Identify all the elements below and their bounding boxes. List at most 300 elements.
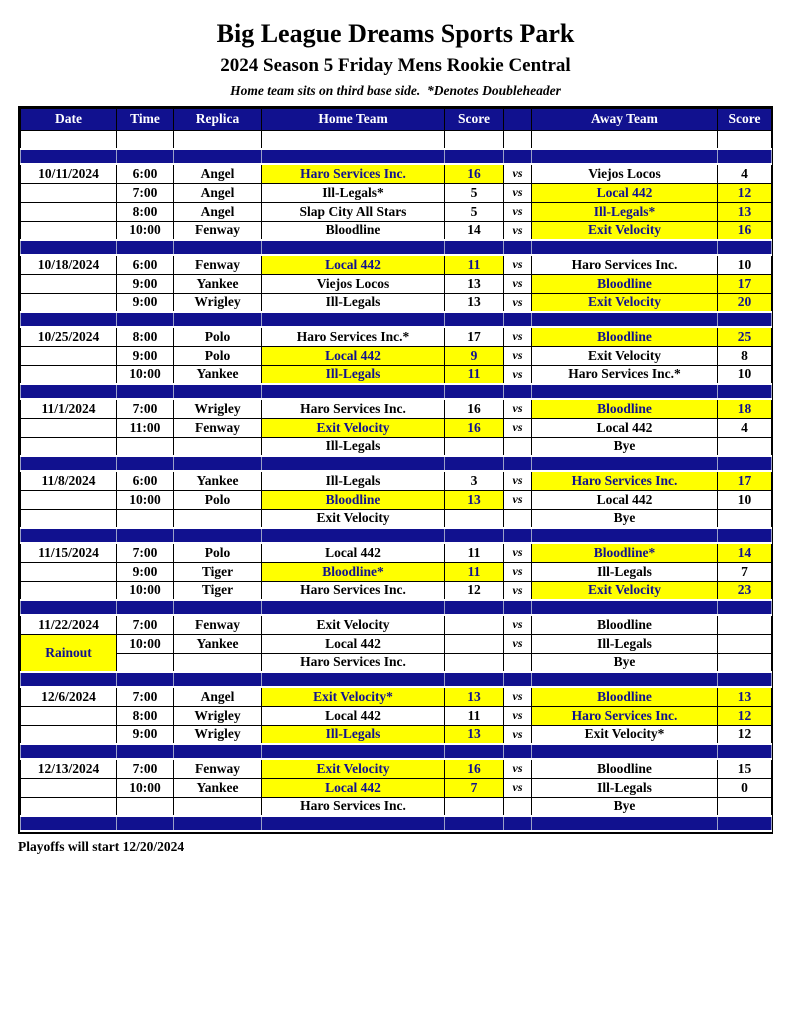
home-score-cell: 16 [445,164,504,183]
vs-cell: vs [504,327,532,346]
spacer-cell [718,312,772,327]
time-cell: 9:00 [117,725,174,744]
replica-cell: Angel [174,202,262,221]
spacer-cell [174,600,262,615]
replica-cell: Wrigley [174,399,262,418]
spacer-row [21,384,772,399]
page-subtitle: 2024 Season 5 Friday Mens Rookie Central [220,54,571,76]
spacer-row [21,528,772,543]
home-team-cell: Viejos Locos [262,274,445,293]
date-cell [21,202,117,221]
spacer-row [21,312,772,327]
game-row [21,725,772,744]
spacer-cell [718,744,772,759]
date-cell [21,221,117,240]
spacer-cell [532,240,718,255]
away-team-cell: Ill-Legals [532,778,718,797]
header-home-score: Score [445,108,504,130]
replica-cell: Fenway [174,221,262,240]
blank-cell [174,130,262,149]
time-cell: 8:00 [117,706,174,725]
home-team-cell: Ill-Legals [262,293,445,312]
game-row [21,437,772,456]
replica-cell: Yankee [174,471,262,490]
spacer-row [21,240,772,255]
date-cell [21,274,117,293]
vs-cell: vs [504,615,532,634]
spacer-cell [21,384,117,399]
replica-cell [174,797,262,816]
away-score-cell: 12 [718,183,772,202]
game-row [21,293,772,312]
replica-cell [174,653,262,672]
spacer-cell [174,149,262,164]
away-score-cell [718,634,772,653]
away-team-cell: Bloodline [532,687,718,706]
home-team-cell: Local 442 [262,634,445,653]
home-score-cell: 7 [445,778,504,797]
game-row [21,543,772,562]
spacer-cell [445,456,504,471]
away-score-cell: 4 [718,164,772,183]
home-score-cell: 13 [445,293,504,312]
vs-cell [504,509,532,528]
away-team-cell: Viejos Locos [532,164,718,183]
date-cell: 10/11/2024 [21,164,117,183]
away-score-cell: 10 [718,490,772,509]
spacer-cell [117,456,174,471]
home-team-cell: Exit Velocity [262,418,445,437]
header-home-team: Home Team [262,108,445,130]
home-score-cell: 13 [445,490,504,509]
away-team-cell: Bloodline* [532,543,718,562]
home-score-cell: 5 [445,183,504,202]
replica-cell: Fenway [174,255,262,274]
time-cell: 7:00 [117,399,174,418]
spacer-cell [262,672,445,687]
spacer-cell [445,384,504,399]
vs-cell: vs [504,562,532,581]
home-score-cell: 16 [445,759,504,778]
away-team-cell: Bye [532,509,718,528]
away-score-cell: 13 [718,202,772,221]
away-score-cell: 10 [718,365,772,384]
spacer-cell [117,528,174,543]
time-cell: 9:00 [117,274,174,293]
spacer-cell [532,600,718,615]
time-cell: 10:00 [117,221,174,240]
spacer-cell [445,744,504,759]
schedule-table-wrap [18,106,773,835]
spacer-cell [117,240,174,255]
home-score-cell: 16 [445,399,504,418]
home-score-cell: 13 [445,725,504,744]
game-row [21,418,772,437]
home-score-cell [445,653,504,672]
spacer-cell [504,456,532,471]
home-team-cell: Ill-Legals [262,365,445,384]
spacer-cell [117,384,174,399]
spacer-cell [718,149,772,164]
home-team-cell: Bloodline [262,490,445,509]
vs-cell: vs [504,255,532,274]
time-cell: 6:00 [117,164,174,183]
home-score-cell: 11 [445,255,504,274]
spacer-cell [445,240,504,255]
spacer-cell [532,528,718,543]
header-replica: Replica [174,108,262,130]
spacer-row [21,816,772,831]
game-row [21,687,772,706]
vs-cell: vs [504,346,532,365]
spacer-cell [445,528,504,543]
away-score-cell [718,653,772,672]
home-score-cell: 16 [445,418,504,437]
replica-cell: Fenway [174,615,262,634]
spacer-cell [504,600,532,615]
home-score-cell [445,509,504,528]
away-score-cell: 12 [718,725,772,744]
replica-cell: Yankee [174,778,262,797]
away-score-cell: 8 [718,346,772,365]
spacer-row [21,744,772,759]
away-team-cell: Haro Services Inc.* [532,365,718,384]
spacer-cell [532,744,718,759]
away-score-cell: 16 [718,221,772,240]
home-team-cell: Local 442 [262,255,445,274]
time-cell: 8:00 [117,202,174,221]
away-team-cell: Exit Velocity* [532,725,718,744]
time-cell: 7:00 [117,759,174,778]
away-team-cell: Haro Services Inc. [532,255,718,274]
game-row [21,471,772,490]
vs-cell [504,437,532,456]
home-team-cell: Ill-Legals [262,471,445,490]
away-score-cell [718,509,772,528]
spacer-cell [262,384,445,399]
away-score-cell: 7 [718,562,772,581]
replica-cell [174,509,262,528]
game-row [21,490,772,509]
date-cell [21,346,117,365]
spacer-cell [262,528,445,543]
date-cell [21,490,117,509]
spacer-cell [504,672,532,687]
away-team-cell: Ill-Legals [532,634,718,653]
away-score-cell: 14 [718,543,772,562]
vs-cell: vs [504,778,532,797]
replica-cell: Wrigley [174,706,262,725]
game-row [21,221,772,240]
date-cell [21,725,117,744]
spacer-cell [117,744,174,759]
away-team-cell: Haro Services Inc. [532,471,718,490]
spacer-cell [504,149,532,164]
home-score-cell: 12 [445,581,504,600]
doubleheader-note: Home team sits on third base side. *Denotes Doubleheader [230,82,561,98]
time-cell: 10:00 [117,634,174,653]
vs-cell: vs [504,418,532,437]
spacer-cell [262,149,445,164]
spacer-cell [718,456,772,471]
blank-row [21,130,772,149]
vs-cell: vs [504,543,532,562]
home-team-cell: Exit Velocity [262,615,445,634]
spacer-cell [532,312,718,327]
away-team-cell: Exit Velocity [532,581,718,600]
time-cell [117,797,174,816]
replica-cell: Fenway [174,759,262,778]
spacer-cell [445,149,504,164]
spacer-cell [21,149,117,164]
spacer-row [21,600,772,615]
spacer-cell [117,149,174,164]
home-team-cell: Haro Services Inc. [262,797,445,816]
away-team-cell: Local 442 [532,183,718,202]
vs-cell: vs [504,490,532,509]
away-team-cell: Bloodline [532,759,718,778]
vs-cell [504,653,532,672]
home-team-cell: Local 442 [262,543,445,562]
game-row [21,399,772,418]
spacer-cell [21,600,117,615]
time-cell [117,509,174,528]
spacer-cell [117,600,174,615]
spacer-cell [174,816,262,831]
game-row [21,164,772,183]
away-team-cell: Haro Services Inc. [532,706,718,725]
date-cell: 10/25/2024 [21,327,117,346]
date-cell [21,706,117,725]
spacer-cell [21,528,117,543]
away-team-cell: Bye [532,797,718,816]
spacer-cell [262,744,445,759]
spacer-cell [174,528,262,543]
vs-cell: vs [504,581,532,600]
home-score-cell: 9 [445,346,504,365]
time-cell: 6:00 [117,471,174,490]
spacer-cell [718,672,772,687]
date-cell [21,797,117,816]
game-row [21,706,772,725]
game-row [21,581,772,600]
away-score-cell: 13 [718,687,772,706]
header-time: Time [117,108,174,130]
replica-cell: Angel [174,687,262,706]
time-cell [117,437,174,456]
spacer-cell [718,384,772,399]
spacer-row [21,672,772,687]
spacer-cell [718,240,772,255]
home-team-cell: Haro Services Inc. [262,399,445,418]
spacer-row [21,456,772,471]
header-date: Date [21,108,117,130]
away-team-cell: Bye [532,653,718,672]
spacer-cell [21,744,117,759]
replica-cell: Tiger [174,581,262,600]
replica-cell: Wrigley [174,725,262,744]
home-team-cell: Bloodline [262,221,445,240]
time-cell: 7:00 [117,543,174,562]
spacer-cell [445,312,504,327]
away-score-cell: 25 [718,327,772,346]
vs-cell: vs [504,365,532,384]
home-score-cell: 3 [445,471,504,490]
spacer-cell [504,312,532,327]
blank-cell [504,130,532,149]
blank-cell [117,130,174,149]
spacer-cell [445,816,504,831]
date-cell [21,365,117,384]
spacer-cell [504,384,532,399]
spacer-cell [117,312,174,327]
home-team-cell: Exit Velocity* [262,687,445,706]
date-cell [21,581,117,600]
home-score-cell: 11 [445,365,504,384]
game-row [21,778,772,797]
away-team-cell: Exit Velocity [532,346,718,365]
home-team-cell: Haro Services Inc. [262,653,445,672]
date-cell: 10/18/2024 [21,255,117,274]
replica-cell: Yankee [174,634,262,653]
spacer-cell [718,816,772,831]
spacer-cell [21,312,117,327]
home-team-cell: Haro Services Inc. [262,581,445,600]
time-cell: 11:00 [117,418,174,437]
blank-cell [262,130,445,149]
vs-cell: vs [504,471,532,490]
home-team-cell: Local 442 [262,346,445,365]
spacer-cell [21,240,117,255]
vs-cell: vs [504,706,532,725]
away-score-cell: 17 [718,471,772,490]
away-team-cell: Exit Velocity [532,221,718,240]
spacer-cell [174,240,262,255]
header-away-score: Score [718,108,772,130]
replica-cell: Yankee [174,365,262,384]
home-score-cell: 11 [445,706,504,725]
game-row [21,634,772,653]
vs-cell: vs [504,293,532,312]
game-row [21,365,772,384]
home-team-cell: Slap City All Stars [262,202,445,221]
date-cell: 11/15/2024 [21,543,117,562]
vs-cell: vs [504,725,532,744]
spacer-cell [504,816,532,831]
date-cell: 12/6/2024 [21,687,117,706]
spacer-row [21,149,772,164]
game-row [21,274,772,293]
spacer-cell [174,384,262,399]
away-score-cell: 23 [718,581,772,600]
home-score-cell: 11 [445,543,504,562]
home-team-cell: Haro Services Inc.* [262,327,445,346]
home-team-cell: Local 442 [262,706,445,725]
vs-cell: vs [504,202,532,221]
blank-cell [718,130,772,149]
home-team-cell: Ill-Legals* [262,183,445,202]
blank-cell [21,130,117,149]
rainout-cell: Rainout [21,634,117,672]
game-row [21,327,772,346]
game-row [21,255,772,274]
game-row [21,509,772,528]
home-score-cell [445,634,504,653]
time-cell: 8:00 [117,327,174,346]
date-cell [21,183,117,202]
date-cell [21,562,117,581]
away-score-cell [718,437,772,456]
home-score-cell: 14 [445,221,504,240]
spacer-cell [21,672,117,687]
home-team-cell: Exit Velocity [262,509,445,528]
date-cell: 11/1/2024 [21,399,117,418]
spacer-cell [174,672,262,687]
replica-cell: Yankee [174,274,262,293]
home-score-cell [445,615,504,634]
blank-cell [445,130,504,149]
game-row [21,759,772,778]
away-score-cell [718,797,772,816]
away-team-cell: Local 442 [532,418,718,437]
vs-cell: vs [504,274,532,293]
replica-cell: Tiger [174,562,262,581]
spacer-cell [262,816,445,831]
away-score-cell: 20 [718,293,772,312]
spacer-cell [262,240,445,255]
date-cell [21,509,117,528]
spacer-cell [117,672,174,687]
home-score-cell: 13 [445,687,504,706]
away-team-cell: Bloodline [532,327,718,346]
game-row [21,183,772,202]
spacer-cell [262,312,445,327]
game-row [21,797,772,816]
home-team-cell: Exit Velocity [262,759,445,778]
replica-cell: Polo [174,490,262,509]
away-score-cell: 17 [718,274,772,293]
replica-cell: Polo [174,327,262,346]
spacer-cell [174,744,262,759]
away-team-cell: Bloodline [532,274,718,293]
away-team-cell: Bloodline [532,615,718,634]
vs-cell: vs [504,634,532,653]
replica-cell: Fenway [174,418,262,437]
away-team-cell: Local 442 [532,490,718,509]
spacer-cell [532,816,718,831]
away-team-cell: Exit Velocity [532,293,718,312]
header-away-team: Away Team [532,108,718,130]
replica-cell: Wrigley [174,293,262,312]
away-score-cell: 15 [718,759,772,778]
spacer-cell [174,456,262,471]
home-score-cell: 11 [445,562,504,581]
game-row [21,202,772,221]
replica-cell: Polo [174,543,262,562]
time-cell: 7:00 [117,615,174,634]
home-score-cell [445,797,504,816]
spacer-cell [262,600,445,615]
spacer-cell [445,672,504,687]
home-team-cell: Bloodline* [262,562,445,581]
spacer-cell [21,816,117,831]
away-team-cell: Bye [532,437,718,456]
header-row [21,108,772,130]
home-team-cell: Ill-Legals [262,725,445,744]
date-cell [21,437,117,456]
time-cell [117,653,174,672]
game-row [21,615,772,634]
